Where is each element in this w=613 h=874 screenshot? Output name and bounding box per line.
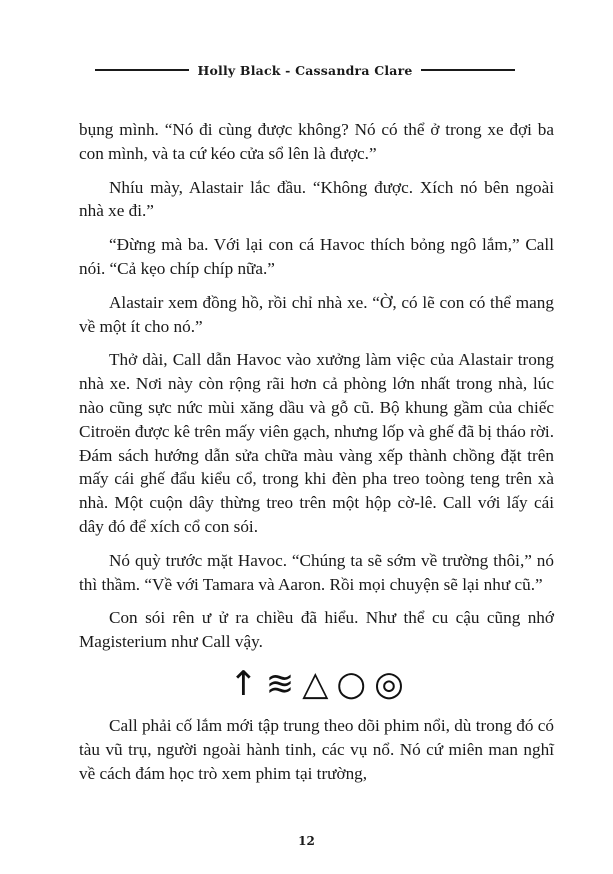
circle-icon: ○ xyxy=(336,663,367,704)
header-title: Holly Black - Cassandra Clare xyxy=(197,62,413,78)
triple-wave-icon: ≋ xyxy=(265,663,295,704)
paragraph: Nó quỳ trước mặt Havoc. “Chúng ta sẽ sớm về trường thôi,” nó thì thầm. “Về với Tamara và Aaron. Rồi mọi chuyện sẽ lại như cũ.” xyxy=(79,550,554,594)
paragraph: Nhíu mày, Alastair lắc đầu. “Không được. Xích nó bên ngoài nhà xe đi.” xyxy=(79,177,554,221)
paragraph: Thở dài, Call dẫn Havoc vào xưởng làm việc của Alastair trong nhà xe. Nơi này còn rộng rãi hơn cả phòng lớn nhất trong nhà, lúc nào cũng sực nức mùi xăng dầu và gỗ cũ. Bộ khung gầm của chiếc Citroën được kê trên mấy viên gạch, nhưng lốp và ghế đã bị tháo rời. Đám sách hướng dẫn sửa chữa màu vàng xếp thành chồng đặt trên mấy cái ghế đẩu kiểu cổ, trong khi đèn pha treo toòng teng trên xà nhà. Một cuộn dây thừng treo trên một hộp cờ-lê. Call với lấy cái dây đó để xích cổ con sói. xyxy=(79,350,554,536)
header-rule-left xyxy=(95,69,189,71)
paragraph: Alastair xem đồng hồ, rồi chỉ nhà xe. “Ờ, có lẽ con có thể mang về một ít cho nó.” xyxy=(79,292,554,336)
triangle-icon: △ xyxy=(302,663,329,704)
page-body xyxy=(79,118,554,795)
paragraph: Call phải cố lắm mới tập trung theo dõi phim nổi, dù trong đó có tàu vũ trụ, người ngoài hành tinh, các vụ nổ. Nó cứ miên man nghĩ về cách đám học trò xem phim tại trường, xyxy=(79,715,554,783)
up-arrow-icon: ↑ xyxy=(229,663,258,704)
section-separator xyxy=(79,664,554,704)
running-header xyxy=(95,60,515,80)
paragraph: “Đừng mà ba. Với lại con cá Havoc thích bỏng ngô lắm,” Call nói. “Cả kẹo chíp chíp nữa.” xyxy=(79,235,554,278)
paragraph: bụng mình. “Nó đi cùng được không? Nó có thể ở trong xe đợi ba con mình, và ta cứ kéo cửa sổ lên là được.” xyxy=(79,120,554,163)
spiral-icon: ◎ xyxy=(374,663,404,704)
page-number: 12 xyxy=(298,834,315,848)
paragraph: Con sói rên ư ử ra chiều đã hiểu. Như thể cu cậu cũng nhớ Magisterium như Call vậy. xyxy=(79,608,554,652)
header-rule-right xyxy=(421,69,515,71)
